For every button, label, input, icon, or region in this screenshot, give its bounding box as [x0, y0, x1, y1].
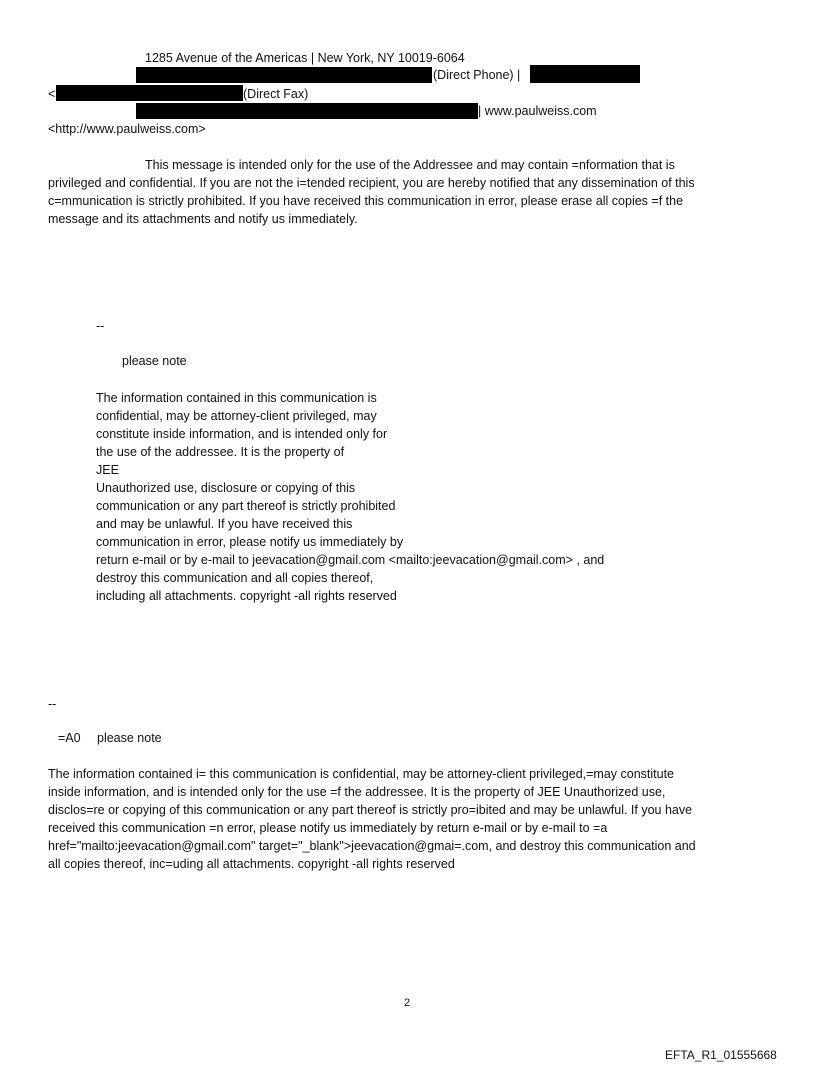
- disclaimer-line: The information contained i= this communication is confidential, may be attorney-client privileged,=may constitute: [48, 767, 675, 781]
- disclaimer-line: disclos=re or copying of this communication or any part thereof is strictly pro=ibited and may be unlawful. If you have: [48, 803, 693, 817]
- disclaimer-line: confidential, may be attorney-client privileged, may: [96, 409, 377, 423]
- disclaimer-line: href="mailto:jeevacation@gmail.com" target="_blank">jeevacation@gmai=.com, and destroy this communication and: [48, 839, 696, 853]
- a0-marker: =A0: [58, 731, 81, 745]
- document-id: EFTA_R1_01555668: [665, 1048, 777, 1062]
- disclaimer-line: received this communication =n error, please notify us immediately by return e-mail or by e-mail to =a: [48, 821, 608, 835]
- disclaimer-line: all copies thereof, inc=uding all attachments. copyright -all rights reserved: [48, 857, 455, 871]
- disclaimer-line: communication in error, please notify us immediately by: [96, 535, 404, 549]
- disclaimer-line: including all attachments. copyright -all rights reserved: [96, 589, 397, 603]
- disclaimer-line: Unauthorized use, disclosure or copying of this: [96, 481, 356, 495]
- disclaimer-line: The information contained in this communication is: [96, 391, 377, 405]
- disclaimer-line: communication or any part thereof is strictly prohibited: [96, 499, 396, 513]
- disclaimer-block: [48, 765, 696, 873]
- website-link[interactable]: <http://www.paulweiss.com>: [48, 122, 206, 136]
- disclaimer-line: JEE: [96, 463, 119, 477]
- disclaimer-block: [96, 389, 604, 605]
- notice-line: c=mmunication is strictly prohibited. If you have received this communication in error, please erase all copies =f the: [48, 194, 684, 208]
- please-note-heading: please note: [97, 731, 162, 745]
- website-text: | www.paulweiss.com: [478, 104, 597, 118]
- direct-fax-label: (Direct Fax): [243, 87, 309, 101]
- disclaimer-line: return e-mail or by e-mail to jeevacation@gmail.com <mailto:jeevacation@gmail.com> , and: [96, 553, 605, 567]
- separator-dash: --: [96, 319, 105, 333]
- disclaimer-line: destroy this communication and all copies thereof,: [96, 571, 374, 585]
- less-than-bracket: <: [48, 87, 56, 101]
- separator-dash: --: [48, 697, 57, 711]
- disclaimer-line: the use of the addressee. It is the property of: [96, 445, 345, 459]
- redaction-bar: [530, 65, 640, 83]
- redaction-bar: [136, 67, 432, 83]
- please-note-heading: please note: [122, 354, 187, 368]
- direct-phone-label: (Direct Phone) |: [433, 68, 521, 82]
- confidentiality-notice: [48, 156, 695, 228]
- disclaimer-line: inside information, and is intended only for the use =f the addressee. It is the property of JEE Unauthorized use,: [48, 785, 666, 799]
- notice-line: message and its attachments and notify us immediately.: [48, 212, 358, 226]
- page-number: 2: [404, 997, 411, 1009]
- notice-line: privileged and confidential. If you are not the i=tended recipient, you are hereby notified that any dissemination of this: [48, 176, 695, 190]
- disclaimer-line: and may be unlawful. If you have received this: [96, 517, 353, 531]
- disclaimer-line: constitute inside information, and is intended only for: [96, 427, 388, 441]
- redaction-bar: [136, 103, 478, 119]
- redaction-bar: [56, 85, 243, 101]
- header-address: 1285 Avenue of the Americas | New York, NY 10019-6064: [145, 51, 465, 65]
- notice-line: This message is intended only for the use of the Addressee and may contain =nformation that is: [145, 158, 675, 172]
